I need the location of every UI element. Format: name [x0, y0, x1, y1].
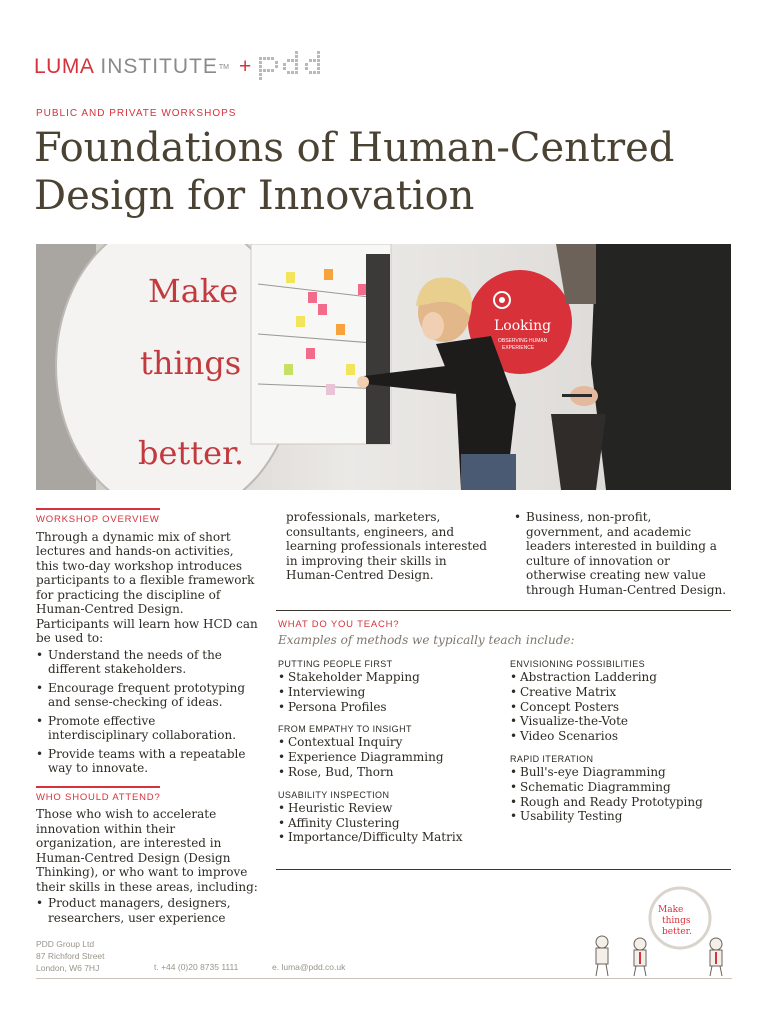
list-item: • Rose, Bud, Thorn — [278, 765, 508, 780]
method-group — [278, 724, 508, 779]
header-logo — [34, 52, 321, 82]
methods-right-column — [510, 659, 740, 834]
badge-text-better: better. — [662, 927, 692, 937]
attend-list — [36, 896, 258, 925]
footer-address — [36, 938, 105, 974]
logo-luma: LUMA — [34, 55, 95, 78]
badge-text-make: Make — [658, 905, 684, 915]
sign-subtext-1: OBSERVING HUMAN — [498, 338, 548, 344]
methods-left-column — [278, 659, 508, 855]
overview-column — [36, 508, 258, 929]
attend-bullet-continuation: professionals, marketers, consultants, engineers, and learning professionals interested in improving their skills in Human-Centred Design. — [286, 510, 487, 582]
overview-list — [36, 648, 258, 776]
wall-text-things: things — [140, 344, 242, 382]
list-item: • Interviewing — [278, 685, 508, 700]
overview-intro: Through a dynamic mix of short lectures and hands-on activities, this two-day workshop introduces participants to a flexible framework for practicing the discipline of Human-Centred Design. Participants will learn how HCD can be used to: — [36, 529, 258, 645]
workshop-photo — [36, 244, 731, 490]
footer-city: London, W6 7HJ — [36, 963, 100, 973]
methods-heading: WHAT DO YOU TEACH? — [278, 619, 400, 630]
list-item: • Persona Profiles — [278, 700, 508, 715]
methods-section — [276, 610, 731, 870]
method-group — [510, 754, 740, 824]
list-item: • Importance/Difficulty Matrix — [278, 830, 508, 845]
list-item: • Product managers, designers, researchers, user experience — [36, 896, 258, 925]
logo-institute: INSTITUTE — [100, 55, 218, 78]
attend-list-right — [514, 510, 732, 597]
footer-rule — [36, 978, 732, 979]
method-group-heading: ENVISIONING POSSIBILITIES — [510, 659, 646, 669]
footer-company: PDD Group Ltd — [36, 939, 95, 949]
list-item: • Understand the needs of the different stakeholders. — [36, 648, 258, 677]
logo-plus: + — [238, 55, 252, 78]
method-group-heading: RAPID ITERATION — [510, 753, 594, 764]
footer-email-link[interactable]: e. luma@pdd.co.uk — [272, 962, 346, 972]
method-group — [278, 659, 508, 714]
list-item: • Visualize-the-Vote — [510, 714, 740, 729]
pdd-logo-icon — [259, 51, 321, 83]
attend-heading: WHO SHOULD ATTEND? — [36, 791, 161, 803]
cartoon-people-icon — [596, 936, 722, 976]
list-item: • Schematic Diagramming — [510, 780, 740, 795]
list-item: • Provide teams with a repeatable way to innovate. — [36, 747, 258, 776]
methods-intro: Examples of methods we typically teach include: — [278, 633, 575, 647]
badge-text-things: things — [662, 916, 691, 926]
list-item: • Video Scenarios — [510, 729, 740, 744]
attend-column-right — [514, 510, 732, 601]
sign-text: Looking — [494, 318, 552, 334]
list-item: • Heuristic Review — [278, 801, 508, 816]
footer-phone[interactable]: t. +44 (0)20 8735 1111 — [154, 962, 239, 972]
sign-subtext-2: EXPERIENCE — [502, 345, 535, 351]
list-item: • Encourage frequent prototyping and sense-checking of ideas. — [36, 681, 258, 710]
overview-heading: WORKSHOP OVERVIEW — [36, 514, 160, 525]
list-item: • Bull's-eye Diagramming — [510, 765, 740, 780]
method-group — [278, 790, 508, 845]
page-title: Foundations of Human-Centred Design for Innovation — [34, 125, 675, 219]
wall-text-better: better. — [138, 434, 245, 472]
list-item: • Creative Matrix — [510, 685, 740, 700]
attend-continuation — [286, 510, 498, 583]
list-item: • Business, non-profit, government, and academic leaders interested in building a culture of innovation or otherwise creating new value through Human-Centred Design. — [514, 510, 732, 597]
list-item: • Rough and Ready Prototyping — [510, 795, 740, 810]
wall-text-make: Make — [148, 272, 239, 310]
list-item: • Contextual Inquiry — [278, 735, 508, 750]
make-things-better-illustration — [582, 884, 732, 980]
list-item: • Stakeholder Mapping — [278, 670, 508, 685]
logo-trademark: TM — [218, 63, 229, 71]
method-group-heading: USABILITY INSPECTION — [278, 789, 390, 800]
overview-rule — [36, 508, 160, 510]
list-item: • Affinity Clustering — [278, 816, 508, 831]
eyebrow-label: PUBLIC AND PRIVATE WORKSHOPS — [36, 108, 237, 119]
attend-rule — [36, 786, 160, 788]
list-item: • Abstraction Laddering — [510, 670, 740, 685]
method-group-heading: FROM EMPATHY TO INSIGHT — [278, 724, 412, 735]
method-group — [510, 659, 740, 744]
method-group-heading: PUTTING PEOPLE FIRST — [278, 659, 393, 669]
list-item: • Promote effective interdisciplinary collaboration. — [36, 714, 258, 743]
list-item: • Usability Testing — [510, 809, 740, 824]
list-item: • Experience Diagramming — [278, 750, 508, 765]
attend-intro: Those who wish to accelerate innovation within their organization, are interested in Human-Centred Design (Design Thinking), or who want to improve their skills in these areas, including: — [36, 807, 258, 894]
footer-street: 87 Richford Street — [36, 951, 105, 961]
list-item: • Concept Posters — [510, 700, 740, 715]
